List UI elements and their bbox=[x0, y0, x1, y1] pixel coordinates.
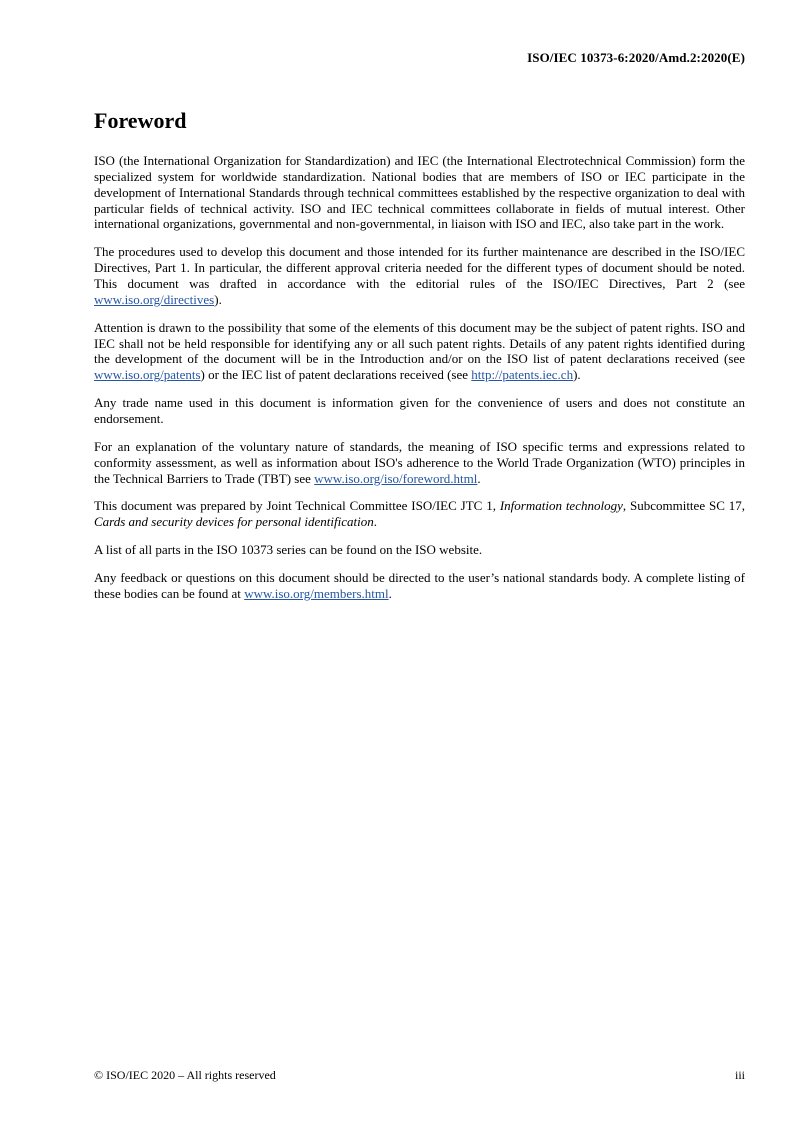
paragraph bbox=[94, 439, 745, 487]
paragraph bbox=[94, 153, 745, 232]
text-run: . bbox=[373, 514, 377, 530]
hyperlink[interactable]: www.iso.org/members.html bbox=[244, 585, 389, 601]
text-run: ). bbox=[214, 291, 222, 307]
page-number: iii bbox=[734, 1068, 745, 1082]
text-run: ). bbox=[573, 367, 581, 383]
text-run: , Subcommittee SC 17, bbox=[622, 498, 746, 514]
text-run: Any feedback or questions on this document should be directed to the user’s national standards body. A complete listing of these bodies can be found at bbox=[94, 570, 745, 601]
page-footer bbox=[94, 1068, 745, 1083]
document-reference: ISO/IEC 10373-6:2020/Amd.2:2020(E) bbox=[527, 50, 745, 65]
text-run: For an explanation of the voluntary nature of standards, the meaning of ISO specific terms and expressions related to conformity assessment, as well as information about ISO's adherence to the World Trade Organization (WTO) principles in the Technical Barriers to Trade (TBT) see bbox=[94, 438, 745, 486]
hyperlink[interactable]: www.iso.org/directives bbox=[94, 291, 215, 307]
paragraph bbox=[94, 320, 745, 383]
text-run: A list of all parts in the ISO 10373 series can be found on the ISO website. bbox=[94, 542, 483, 558]
text-run: This document was prepared by Joint Technical Committee ISO/IEC JTC 1, bbox=[94, 498, 500, 514]
hyperlink[interactable]: http://patents.iec.ch bbox=[471, 367, 574, 383]
hyperlink[interactable]: www.iso.org/patents bbox=[94, 367, 201, 383]
paragraph bbox=[94, 542, 745, 558]
text-run: Any trade name used in this document is information given for the convenience of users and does not constitute an endorsement. bbox=[94, 395, 745, 427]
paragraph bbox=[94, 570, 745, 602]
italic-text: Information technology bbox=[499, 498, 623, 514]
text-run: The procedures used to develop this document and those intended for its further maintenance are described in the ISO/IEC Directives, Part 1. In particular, the different approval criteria needed for the different types of document should be noted. This document was drafted in accordance with the editorial rules of the ISO/IEC Directives, Part 2 (see bbox=[94, 244, 745, 292]
text-run: Attention is drawn to the possibility that some of the elements of this document may be the subject of patent rights. ISO and IEC shall not be held responsible for identifying any or all such patent rights. Details of any patent rights identified during the development of the document will be in the Introduction and/or on the ISO list of patent declarations received (see bbox=[94, 319, 745, 367]
hyperlink[interactable]: www.iso.org/iso/foreword.html bbox=[314, 470, 478, 486]
italic-text: Cards and security devices for personal identification bbox=[94, 514, 374, 530]
paragraph bbox=[94, 395, 745, 427]
paragraph bbox=[94, 244, 745, 307]
foreword-body bbox=[94, 153, 745, 614]
page-header bbox=[94, 50, 745, 66]
text-run: . bbox=[388, 585, 392, 601]
copyright-notice: © ISO/IEC 2020 – All rights reserved bbox=[94, 1068, 276, 1082]
page-title: Foreword bbox=[94, 108, 187, 133]
text-run: . bbox=[477, 470, 481, 486]
paragraph bbox=[94, 498, 745, 530]
text-run: ) or the IEC list of patent declarations received (see bbox=[200, 367, 472, 383]
text-run: ISO (the International Organization for Standardization) and IEC (the International Electrotechnical Commission) form the specialized system for worldwide standardization. National bodies that are members of ISO or IEC participate in the development of International Standards through technical committees established by the respective organization to deal with particular fields of technical activity. ISO and IEC technical committees collaborate in fields of mutual interest. Other international organizations, governmental and non-governmental, in liaison with ISO and IEC, also take part in the work. bbox=[94, 153, 745, 232]
